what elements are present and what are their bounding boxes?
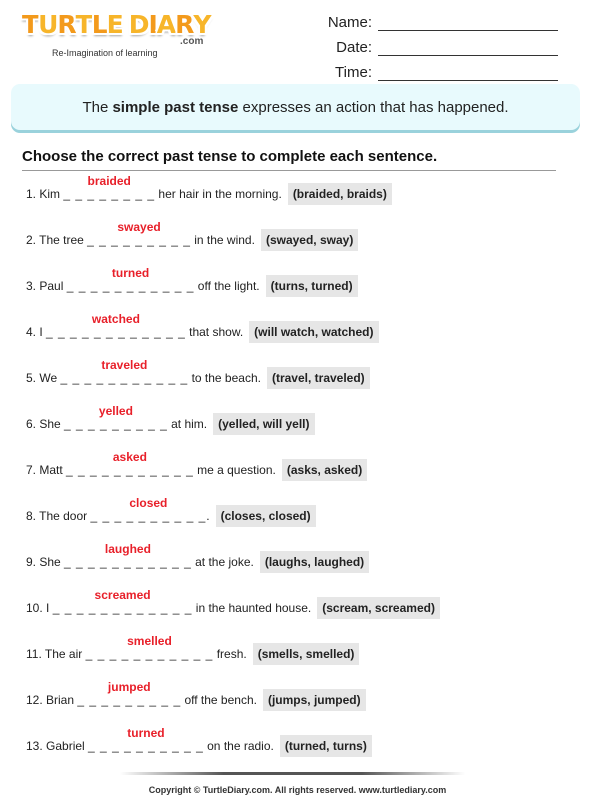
- question-end: off the bench.: [181, 693, 257, 707]
- question-row: [26, 496, 316, 527]
- blank-line: _ _ _ _ _ _ _ _ _: [77, 693, 182, 707]
- logo-tagline: Re-Imagination of learning: [52, 48, 158, 58]
- answer-options: (travel, traveled): [267, 367, 370, 389]
- instructions: Choose the correct past tense to complete each sentence.: [22, 148, 438, 165]
- answer-options: (turns, turned): [266, 275, 358, 297]
- copyright: Copyright © TurtleDiary.com. All rights reserved. www.turtlediary.com: [148, 785, 447, 795]
- answer-options: (asks, asked): [282, 459, 367, 481]
- date-field: [328, 31, 558, 56]
- question-end: on the radio.: [203, 739, 274, 753]
- answer-options: (closes, closed): [216, 505, 316, 527]
- question-start: 9. She: [26, 555, 65, 569]
- answer-text: turned: [127, 726, 165, 740]
- blank-line: _ _ _ _ _ _ _ _ _ _: [90, 509, 207, 523]
- name-line[interactable]: [378, 13, 558, 31]
- name-label: Name:: [327, 14, 372, 31]
- logo-letter: L: [91, 10, 107, 39]
- answer-text: closed: [129, 496, 168, 510]
- answer-text: laughed: [104, 542, 151, 556]
- question-row: [26, 266, 358, 297]
- question-start: 5. We: [26, 371, 61, 385]
- question-start: 4. I: [26, 325, 47, 339]
- question-start: 2. The tree: [26, 233, 88, 247]
- question-start: 3. Paul: [26, 279, 67, 293]
- answer-blank[interactable]: [52, 588, 193, 615]
- question-end: that show.: [185, 325, 244, 339]
- answer-text: screamed: [94, 588, 151, 602]
- question-start: 11. The air: [26, 647, 86, 661]
- answer-blank[interactable]: [87, 220, 191, 247]
- answer-options: (jumps, jumped): [263, 689, 366, 711]
- question-end: fresh.: [213, 647, 247, 661]
- question-row: [26, 634, 359, 665]
- question-end: at him.: [167, 417, 208, 431]
- answer-options: (will watch, watched): [249, 321, 378, 343]
- question-row: [26, 174, 392, 205]
- answer-blank[interactable]: [46, 312, 186, 339]
- blank-line: _ _ _ _ _ _ _ _ _ _ _: [60, 371, 189, 385]
- question-row: [26, 404, 315, 435]
- answer-blank[interactable]: [77, 680, 182, 707]
- question-start: 12. Brian: [26, 693, 78, 707]
- blank-line: _ _ _ _ _ _ _ _ _ _ _ _: [46, 325, 186, 339]
- footer-divider: [120, 772, 465, 775]
- answer-text: smelled: [127, 634, 172, 648]
- answer-text: swayed: [117, 220, 161, 234]
- question-end: her hair in the morning.: [155, 187, 282, 201]
- blank-line: _ _ _ _ _ _ _ _ _: [87, 233, 191, 247]
- question-row: [26, 542, 369, 573]
- answer-blank[interactable]: [64, 404, 168, 431]
- answer-blank[interactable]: [66, 266, 195, 293]
- question-end: .: [206, 509, 210, 523]
- answer-options: (scream, screamed): [317, 597, 440, 619]
- student-info-fields: [328, 6, 558, 81]
- banner-post: expresses an action that has happened.: [238, 98, 509, 116]
- time-label: Time:: [335, 64, 372, 81]
- logo-letter: E: [106, 10, 123, 39]
- turtle-diary-logo: [22, 10, 212, 60]
- logo-letter: A: [156, 10, 176, 39]
- question-row: [26, 726, 372, 757]
- question-start: 10. I: [26, 601, 53, 615]
- blank-line: _ _ _ _ _ _ _ _: [63, 187, 156, 201]
- answer-blank[interactable]: [88, 726, 204, 753]
- logo-letter: I: [148, 10, 157, 39]
- logo-letter: R: [57, 10, 76, 39]
- question-start: 1. Kim: [26, 187, 64, 201]
- answer-text: yelled: [98, 404, 133, 418]
- answer-text: watched: [91, 312, 140, 326]
- blank-line: _ _ _ _ _ _ _ _ _ _ _: [85, 647, 214, 661]
- question-end: off the light.: [194, 279, 260, 293]
- answer-blank[interactable]: [60, 358, 189, 385]
- answer-text: jumped: [107, 680, 151, 694]
- question-end: me a question.: [193, 463, 276, 477]
- logo-letter: R: [175, 10, 194, 39]
- question-row: [26, 450, 367, 481]
- divider: [22, 170, 556, 171]
- question-row: [26, 220, 358, 251]
- answer-blank[interactable]: [63, 174, 156, 201]
- date-line[interactable]: [378, 38, 558, 56]
- answer-options: (smells, smelled): [253, 643, 360, 665]
- answer-options: (turned, turns): [280, 735, 372, 757]
- question-row: [26, 588, 440, 619]
- answer-blank[interactable]: [64, 542, 192, 569]
- question-end: at the joke.: [191, 555, 254, 569]
- answer-blank[interactable]: [85, 634, 214, 661]
- time-line[interactable]: [378, 63, 558, 81]
- logo-letter: T: [75, 10, 92, 39]
- logo-letter: U: [38, 10, 58, 39]
- blank-line: _ _ _ _ _ _ _ _ _ _ _: [66, 463, 194, 477]
- answer-blank[interactable]: [90, 496, 210, 523]
- logo-letter: Y: [193, 10, 211, 39]
- answer-options: (braided, braids): [288, 183, 392, 205]
- answer-text: turned: [111, 266, 150, 280]
- question-end: to the beach.: [188, 371, 261, 385]
- blank-line: _ _ _ _ _ _ _ _ _: [64, 417, 168, 431]
- question-row: [26, 358, 370, 389]
- answer-text: braided: [87, 174, 131, 188]
- logo-com: .com: [180, 36, 204, 47]
- question-end: in the haunted house.: [192, 601, 312, 615]
- blank-line: _ _ _ _ _ _ _ _ _ _: [88, 739, 204, 753]
- blank-line: _ _ _ _ _ _ _ _ _ _ _: [64, 555, 192, 569]
- question-start: 6. She: [26, 417, 65, 431]
- question-end: in the wind.: [190, 233, 255, 247]
- answer-options: (swayed, sway): [261, 229, 358, 251]
- answer-text: asked: [112, 450, 147, 464]
- question-start: 8. The door: [26, 509, 91, 523]
- answer-options: (yelled, will yell): [213, 413, 314, 435]
- answer-options: (laughs, laughed): [260, 551, 369, 573]
- answer-blank[interactable]: [66, 450, 194, 477]
- question-row: [26, 312, 379, 343]
- date-label: Date:: [336, 39, 372, 56]
- name-field: [328, 6, 558, 31]
- logo-letter: T: [22, 10, 39, 39]
- banner-pre: The: [82, 98, 113, 116]
- question-start: 13. Gabriel: [26, 739, 89, 753]
- question-row: [26, 680, 366, 711]
- logo-letter: D: [128, 10, 149, 39]
- question-start: 7. Matt: [26, 463, 67, 477]
- answer-text: traveled: [101, 358, 148, 372]
- definition-banner: [11, 84, 580, 130]
- blank-line: _ _ _ _ _ _ _ _ _ _ _: [66, 279, 195, 293]
- blank-line: _ _ _ _ _ _ _ _ _ _ _ _: [52, 601, 193, 615]
- time-field: [328, 56, 558, 81]
- banner-term: simple past tense: [112, 98, 239, 116]
